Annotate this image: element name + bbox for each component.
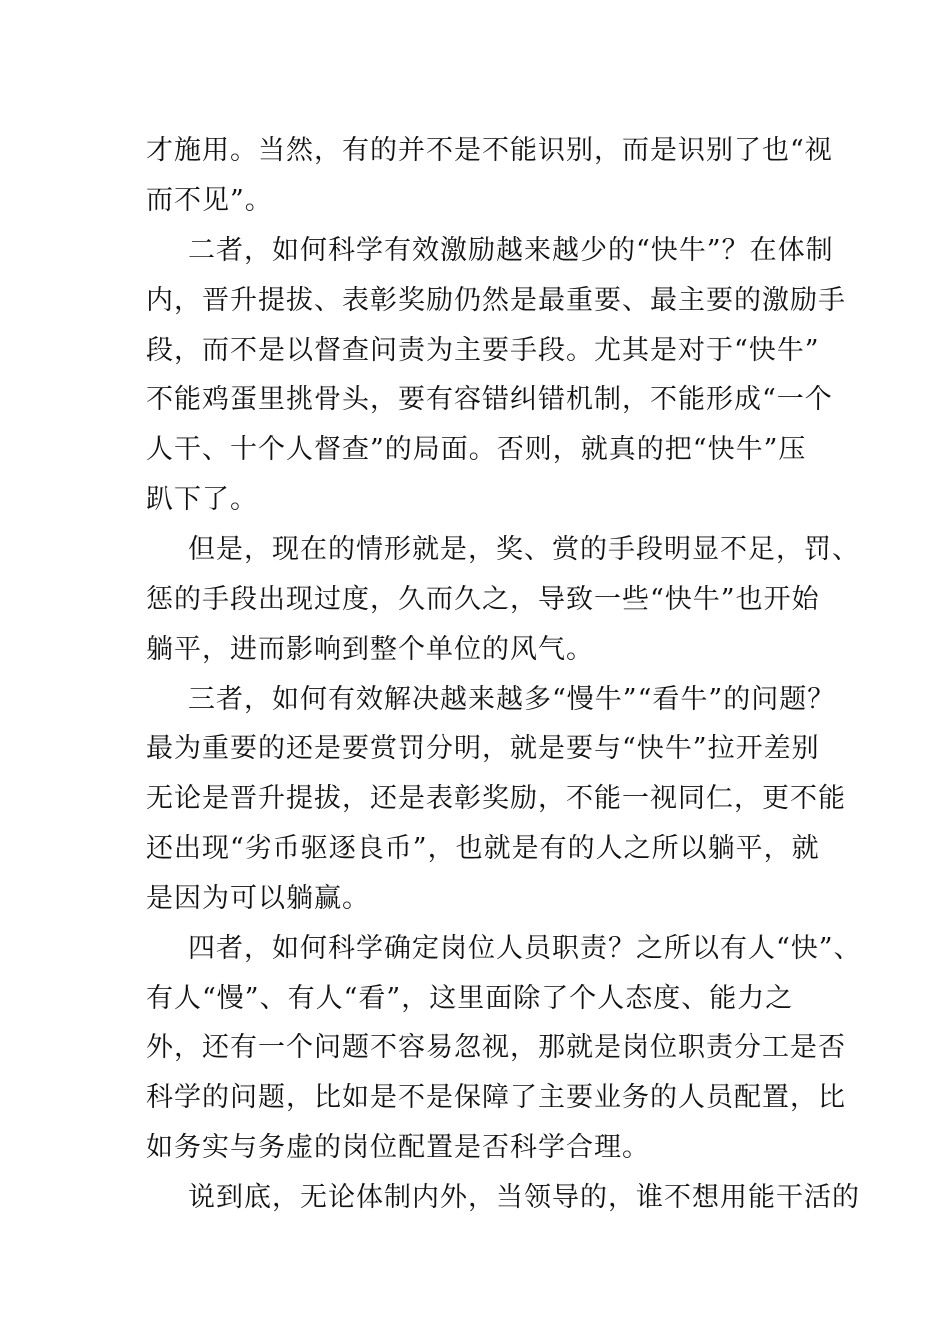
- paragraph-first-line: 说到底，无论体制内外，当领导的，谁不想用能干活的: [188, 1182, 860, 1213]
- text-line: 惩的手段出现过度，久而久之，导致一些“快牛”也开始: [146, 584, 820, 615]
- text-line: 最为重要的还是要赏罚分明，就是要与“快牛”拉开差别: [146, 733, 820, 764]
- text-line: 是因为可以躺赢。: [146, 883, 370, 914]
- text-line: 有人“慢”、有人“看”，这里面除了个人态度、能力之: [146, 983, 794, 1014]
- paragraph-first-line: 三者，如何有效解决越来越多“慢牛”“看牛”的问题？: [188, 684, 836, 715]
- text-line: 躺平，进而影响到整个单位的风气。: [146, 634, 594, 665]
- text-line: 段，而不是以督查问责为主要手段。尤其是对于“快牛”: [146, 335, 820, 366]
- text-line: 而不见”。: [146, 185, 273, 216]
- text-line: 内，晋升提拔、表彰奖励仍然是最重要、最主要的激励手: [146, 285, 846, 316]
- text-line: 才施用。当然，有的并不是不能识别，而是识别了也“视: [146, 135, 833, 166]
- text-line: 科学的问题，比如是不是保障了主要业务的人员配置，比: [146, 1082, 846, 1113]
- text-line: 人干、十个人督查”的局面。否则，就真的把“快牛”压: [146, 434, 807, 465]
- text-line: 不能鸡蛋里挑骨头，要有容错纠错机制，不能形成“一个: [146, 384, 833, 415]
- paragraph-first-line: 但是，现在的情形就是，奖、赏的手段明显不足，罚、: [188, 534, 860, 565]
- text-line: 外，还有一个问题不容易忽视，那就是岗位职责分工是否: [146, 1032, 846, 1063]
- text-line: 如务实与务虚的岗位配置是否科学合理。: [146, 1132, 650, 1163]
- text-line: 还出现“劣币驱逐良币”，也就是有的人之所以躺平，就: [146, 833, 820, 864]
- text-line: 无论是晋升提拔，还是表彰奖励，不能一视同仁，更不能: [146, 783, 846, 814]
- text-line: 趴下了。: [146, 484, 258, 515]
- paragraph-first-line: 二者，如何科学有效激励越来越少的“快牛”？在体制: [188, 235, 834, 266]
- paragraph-first-line: 四者，如何科学确定岗位人员职责？之所以有人“快”、: [188, 933, 862, 964]
